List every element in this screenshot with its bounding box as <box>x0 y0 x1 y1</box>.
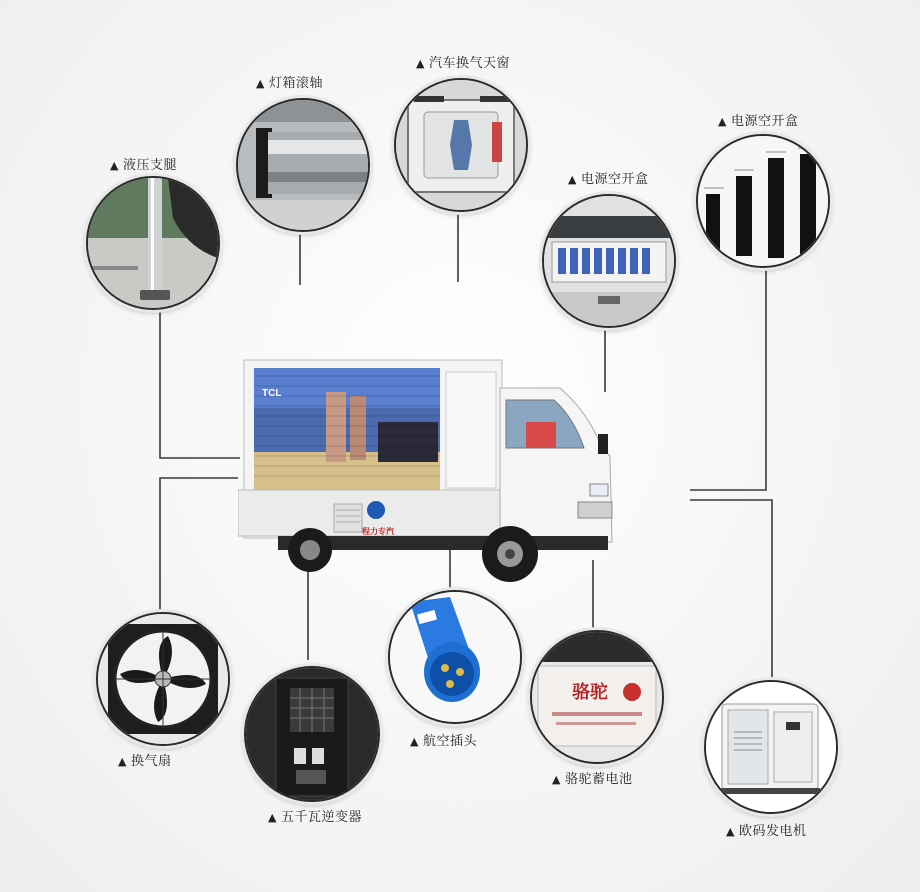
exhaust-fan-photo <box>96 612 230 746</box>
label-generator: ▲ 欧码发电机 <box>726 824 807 839</box>
generator-photo <box>704 680 838 814</box>
line-exhaust-fan <box>160 478 238 610</box>
inverter-photo <box>244 666 380 802</box>
roof-vent-photo <box>394 78 528 212</box>
power-box-right-photo <box>696 134 830 268</box>
label-power-box-mid: ▲ 电源空开盒 <box>568 172 649 187</box>
label-aviation-plug: ▲ 航空插头 <box>410 734 477 749</box>
label-inverter: ▲ 五千瓦逆变器 <box>268 810 362 825</box>
side-badge: 程力专汽 <box>362 527 394 536</box>
hydraulic-leg-photo <box>86 176 220 310</box>
lightbox-roller-photo <box>236 98 370 232</box>
power-box-mid-photo <box>542 194 676 328</box>
line-hydraulic-leg <box>160 308 240 458</box>
led-truck-illustration <box>238 352 638 587</box>
label-hydraulic-leg: ▲ 液压支腿 <box>110 158 177 173</box>
label-power-box-right: ▲ 电源空开盒 <box>718 114 799 129</box>
label-roof-vent: ▲ 汽车换气天窗 <box>416 56 510 71</box>
aviation-plug-photo <box>388 590 522 724</box>
label-lightbox-roller: ▲ 灯箱滚轴 <box>256 76 323 91</box>
label-exhaust-fan: ▲ 换气扇 <box>118 754 172 769</box>
line-power-box-right <box>690 265 766 490</box>
line-generator <box>690 500 772 680</box>
battery-photo <box>530 630 664 764</box>
battery-brand-text: 骆驼 <box>572 682 608 703</box>
label-battery: ▲ 骆驼蓄电池 <box>552 772 633 787</box>
screen-logo: TCL <box>262 388 282 399</box>
